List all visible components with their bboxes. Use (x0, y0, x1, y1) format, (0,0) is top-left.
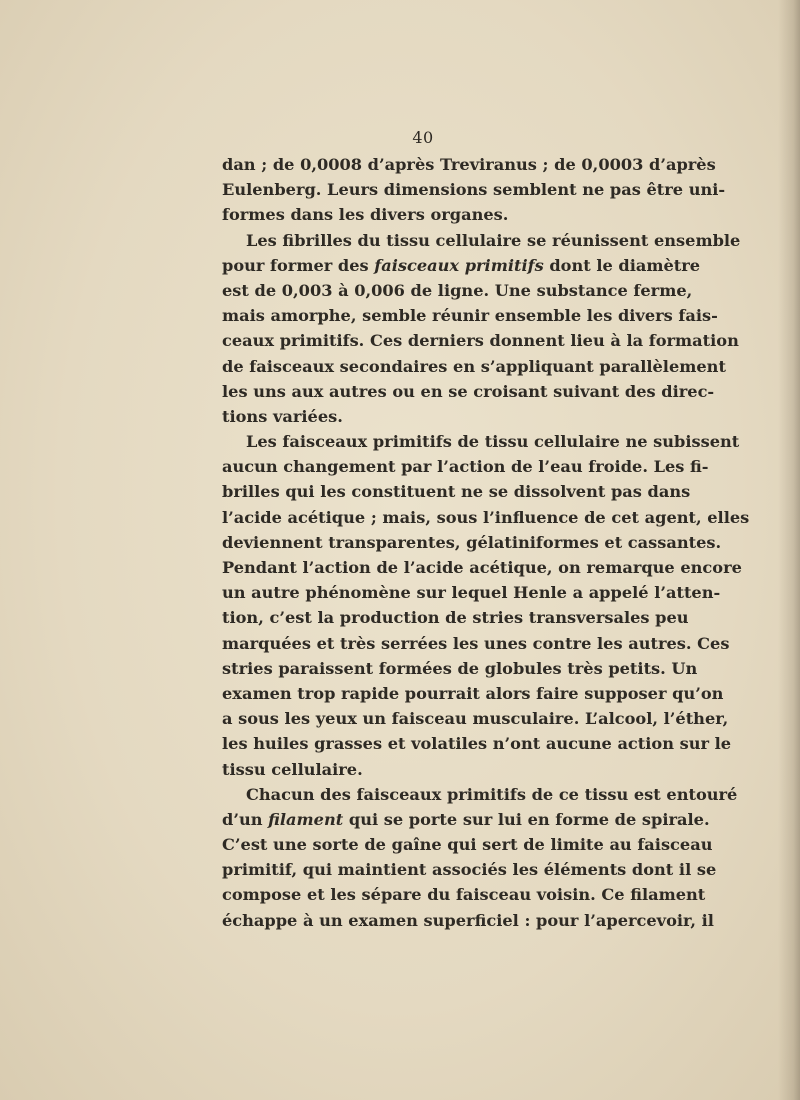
text-line (222, 807, 710, 832)
page-edge-shadow (778, 0, 800, 1100)
text-line: a sous les yeux un faisceau musculaire. L’alcool, l’éther, (222, 709, 729, 729)
text-line: Chacun des faisceaux primitifs de ce tissu est entouré (246, 784, 738, 804)
text-line: Pendant l’action de l’acide acétique, on remarque encore (222, 558, 742, 577)
body-text (222, 152, 750, 933)
page-number: 40 (412, 128, 434, 147)
text-line: dan ; de 0,0008 d’après Treviranus ; de 0,0003 d’après (222, 155, 716, 174)
text-line: est de 0,003 à 0,006 de ligne. Une substance ferme, (222, 280, 693, 300)
text-line: de faisceaux secondaires en s’appliquant parallèlement (222, 356, 726, 376)
text-line: compose et les sépare du faisceau voisin. Ce filament (222, 885, 706, 905)
text-line: examen trop rapide pourrait alors faire supposer qu’on (222, 683, 724, 703)
text-line: échappe à un examen superficiel : pour l’apercevoir, il (222, 910, 714, 930)
text-line: l’acide acétique ; mais, sous l’influence de cet agent, elles (222, 507, 750, 527)
text-line: formes dans les divers organes. (222, 205, 509, 225)
text-line: les uns aux autres ou en se croisant suivant des direc- (222, 381, 715, 401)
italic-term: filament (268, 809, 344, 829)
text-line: stries paraissent formées de globules très petits. Un (222, 658, 698, 678)
text-line (222, 253, 701, 278)
text-run: qui se porte sur lui en forme de spirale. (343, 809, 710, 829)
text-run: pour former des (222, 255, 375, 275)
text-line: les huiles grasses et volatiles n’ont aucune action sur le (222, 734, 732, 754)
text-line: Les faisceaux primitifs de tissu cellulaire ne subissent (246, 432, 740, 452)
text-line: mais amorphe, semble réunir ensemble les divers fais- (222, 306, 718, 326)
text-run: d’un (222, 809, 269, 829)
text-run: dont le diamètre (543, 255, 701, 275)
text-line: primitif, qui maintient associés les éléments dont il se (222, 860, 717, 880)
text-line: brilles qui les constituent ne se dissolvent pas dans (222, 482, 691, 502)
text-line: aucun changement par l’action de l’eau froide. Les fi- (222, 457, 709, 477)
text-line: tion, c’est la production de stries transversales peu (222, 608, 689, 628)
text-line: deviennent transparentes, gélatiniformes et cassantes. (222, 532, 722, 552)
text-line: tions variées. (222, 406, 343, 426)
text-line: tissu cellulaire. (222, 759, 363, 779)
text-line: marquées et très serrées les unes contre les autres. Ces (222, 633, 730, 653)
text-line: ceaux primitifs. Ces derniers donnent lieu à la formation (222, 331, 739, 351)
text-line: Eulenberg. Leurs dimensions semblent ne pas être uni- (222, 180, 726, 200)
text-line: un autre phénomène sur lequel Henle a appelé l’atten- (222, 583, 721, 603)
text-line: Les fibrilles du tissu cellulaire se réunissent ensemble (246, 230, 741, 250)
italic-term: faisceaux primitifs (374, 255, 544, 275)
text-line: C’est une sorte de gaîne qui sert de limite au faisceau (222, 835, 713, 855)
